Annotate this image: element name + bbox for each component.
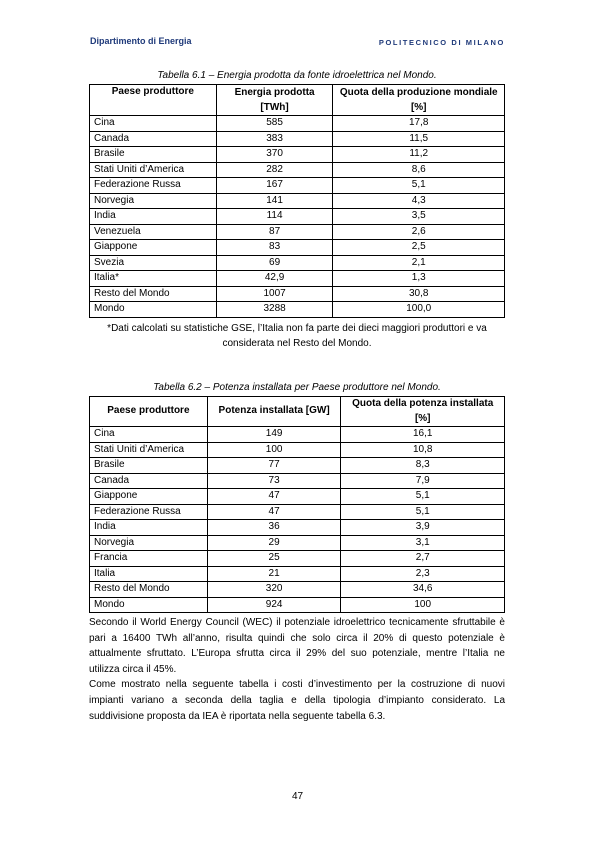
share-cell: 2,1 xyxy=(333,255,505,271)
table2-header-power: Potenza installata [GW] xyxy=(207,397,341,427)
share-cell: 1,3 xyxy=(333,271,505,287)
value-cell: 149 xyxy=(207,427,341,443)
share-cell: 3,5 xyxy=(333,209,505,225)
country-cell: Cina xyxy=(90,116,217,132)
value-cell: 83 xyxy=(216,240,333,256)
table-row xyxy=(90,520,505,536)
body-text xyxy=(89,615,505,724)
share-cell: 17,8 xyxy=(333,116,505,132)
country-cell: Federazione Russa xyxy=(90,178,217,194)
share-cell: 3,9 xyxy=(341,520,505,536)
table1-header-energy-label: Energia prodotta xyxy=(234,87,315,98)
value-cell: 36 xyxy=(207,520,341,536)
table1-header-energy xyxy=(216,85,333,116)
share-cell: 11,2 xyxy=(333,147,505,163)
table-row xyxy=(90,286,505,302)
table-row xyxy=(90,131,505,147)
country-cell: Francia xyxy=(90,551,208,567)
table-row xyxy=(90,551,505,567)
value-cell: 3288 xyxy=(216,302,333,318)
value-cell: 1007 xyxy=(216,286,333,302)
table-row xyxy=(90,162,505,178)
share-cell: 4,3 xyxy=(333,193,505,209)
value-cell: 282 xyxy=(216,162,333,178)
share-cell: 34,6 xyxy=(341,582,505,598)
value-cell: 924 xyxy=(207,597,341,613)
country-cell: Brasile xyxy=(90,147,217,163)
country-cell: Giappone xyxy=(90,489,208,505)
value-cell: 69 xyxy=(216,255,333,271)
table-row xyxy=(90,209,505,225)
country-cell: Canada xyxy=(90,473,208,489)
table-row xyxy=(90,116,505,132)
table-row xyxy=(90,271,505,287)
value-cell: 77 xyxy=(207,458,341,474)
table1-header-share xyxy=(333,85,505,116)
value-cell: 370 xyxy=(216,147,333,163)
share-cell: 5,1 xyxy=(341,489,505,505)
country-cell: Stati Uniti d’America xyxy=(90,162,217,178)
share-cell: 2,7 xyxy=(341,551,505,567)
table2-body xyxy=(90,427,505,613)
department-name: Dipartimento di Energia xyxy=(90,36,192,46)
country-cell: Italia xyxy=(90,566,208,582)
country-cell: Norvegia xyxy=(90,535,208,551)
table1-header-country xyxy=(90,85,217,116)
table1-header-share-label: Quota della produzione mondiale xyxy=(339,87,498,98)
country-cell: Brasile xyxy=(90,458,208,474)
country-cell: Norvegia xyxy=(90,193,217,209)
country-cell: Venezuela xyxy=(90,224,217,240)
share-cell: 10,8 xyxy=(341,442,505,458)
table2-header-share: Quota della potenza installata [%] xyxy=(341,397,505,427)
share-cell: 7,9 xyxy=(341,473,505,489)
country-cell: Svezia xyxy=(90,255,217,271)
value-cell: 141 xyxy=(216,193,333,209)
value-cell: 42,9 xyxy=(216,271,333,287)
table1-note: *Dati calcolati su statistiche GSE, l’Italia non fa parte dei dieci maggiori produttori e va considerata nel Resto del Mondo. xyxy=(107,323,487,349)
value-cell: 25 xyxy=(207,551,341,567)
value-cell: 100 xyxy=(207,442,341,458)
share-cell: 5,1 xyxy=(341,504,505,520)
table-row xyxy=(90,193,505,209)
table-row xyxy=(90,240,505,256)
value-cell: 47 xyxy=(207,489,341,505)
value-cell: 73 xyxy=(207,473,341,489)
share-cell: 8,6 xyxy=(333,162,505,178)
table-row xyxy=(90,224,505,240)
country-cell: Resto del Mondo xyxy=(90,286,217,302)
share-cell: 100 xyxy=(341,597,505,613)
country-cell: India xyxy=(90,520,208,536)
country-cell: India xyxy=(90,209,217,225)
country-cell: Federazione Russa xyxy=(90,504,208,520)
value-cell: 320 xyxy=(207,582,341,598)
table-row xyxy=(90,255,505,271)
value-cell: 47 xyxy=(207,504,341,520)
table-row xyxy=(90,427,505,443)
country-cell: Italia* xyxy=(90,271,217,287)
table-row xyxy=(90,582,505,598)
paragraph-1: Secondo il World Energy Council (WEC) il potenziale idroelettrico tecnicamente sfruttabile è pari a 16400 TWh all’anno, risulta quindi che solo circa il 20% di questo potenziale è attualmente sfruttato. L’Europa sfrutta circa il 29% del suo potenziale, mentre l’Italia ne utilizza circa il 45%. xyxy=(89,617,505,675)
table-row xyxy=(90,178,505,194)
table1-body xyxy=(90,116,505,318)
share-cell: 8,3 xyxy=(341,458,505,474)
share-cell: 2,6 xyxy=(333,224,505,240)
table-row xyxy=(90,535,505,551)
country-cell: Canada xyxy=(90,131,217,147)
share-cell: 2,3 xyxy=(341,566,505,582)
table-row xyxy=(90,458,505,474)
share-cell: 3,1 xyxy=(341,535,505,551)
share-cell: 2,5 xyxy=(333,240,505,256)
table2-header-country: Paese produttore xyxy=(90,397,208,427)
table1-header-row xyxy=(90,85,505,116)
share-cell: 5,1 xyxy=(333,178,505,194)
country-cell: Stati Uniti d’America xyxy=(90,442,208,458)
value-cell: 87 xyxy=(216,224,333,240)
country-cell: Mondo xyxy=(90,302,217,318)
table-row xyxy=(90,504,505,520)
table-row xyxy=(90,147,505,163)
share-cell: 100,0 xyxy=(333,302,505,318)
share-cell: 16,1 xyxy=(341,427,505,443)
paragraph-2: Come mostrato nella seguente tabella i costi d’investimento per la costruzione di nuovi impianti variano a seconda della taglia e della tipologia d’impianto considerato. La suddivisione proposta da IEA è riportata nella seguente tabella 6.3. xyxy=(89,679,505,722)
table-row xyxy=(90,302,505,318)
table-row xyxy=(90,489,505,505)
table2-caption: Tabella 6.2 – Potenza installata per Paese produttore nel Mondo. xyxy=(153,382,441,393)
value-cell: 29 xyxy=(207,535,341,551)
country-cell: Mondo xyxy=(90,597,208,613)
value-cell: 114 xyxy=(216,209,333,225)
value-cell: 167 xyxy=(216,178,333,194)
table1 xyxy=(89,84,505,318)
value-cell: 585 xyxy=(216,116,333,132)
share-cell: 11,5 xyxy=(333,131,505,147)
table2 xyxy=(89,396,505,613)
value-cell: 383 xyxy=(216,131,333,147)
table-row xyxy=(90,566,505,582)
page-number: 47 xyxy=(291,791,304,802)
value-cell: 21 xyxy=(207,566,341,582)
table1-caption: Tabella 6.1 – Energia prodotta da fonte idroelettrica nel Mondo. xyxy=(157,70,437,81)
country-cell: Giappone xyxy=(90,240,217,256)
table1-header-energy-unit: [TWh] xyxy=(260,102,289,113)
table-row xyxy=(90,473,505,489)
table-row xyxy=(90,597,505,613)
table1-header-country-label: Paese produttore xyxy=(111,86,194,97)
institution-name: POLITECNICO DI MILANO xyxy=(378,38,505,47)
country-cell: Cina xyxy=(90,427,208,443)
country-cell: Resto del Mondo xyxy=(90,582,208,598)
table1-header-share-unit: [%] xyxy=(410,102,427,113)
share-cell: 30,8 xyxy=(333,286,505,302)
table2-header-row xyxy=(90,397,505,427)
table-row xyxy=(90,442,505,458)
